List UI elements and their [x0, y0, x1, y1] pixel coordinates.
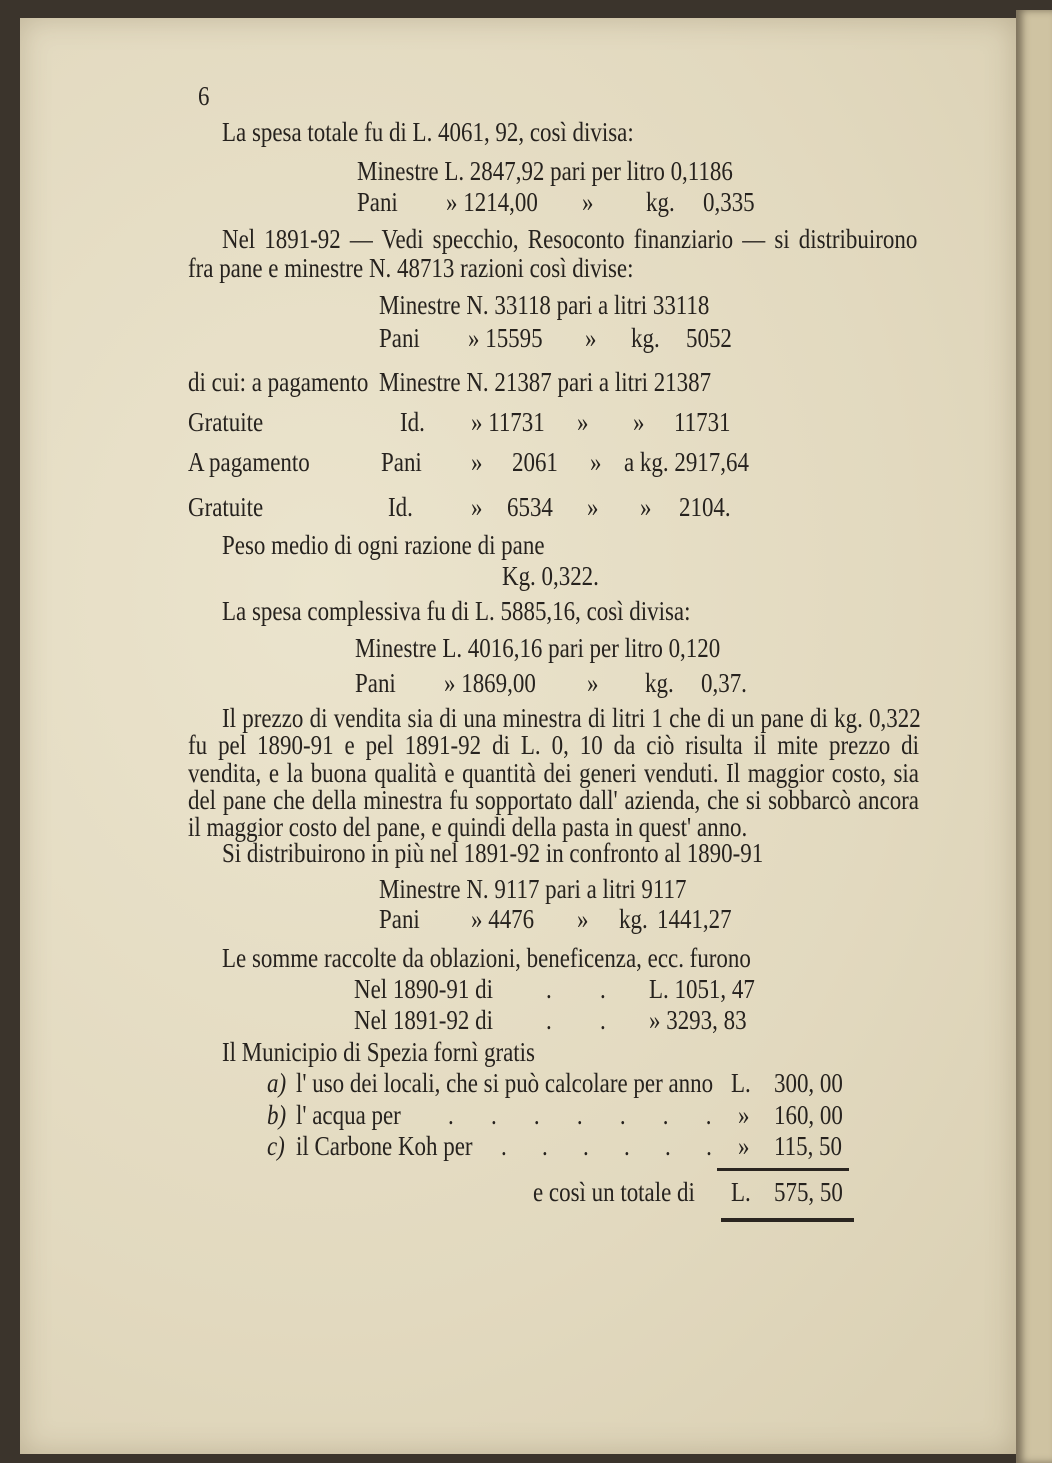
item-currency: » [738, 1100, 750, 1130]
row-cell: Id. [388, 492, 413, 522]
row-cell: » 11731 [471, 407, 545, 437]
leader-dot: . [600, 1005, 606, 1035]
pani-label: Pani [355, 668, 396, 698]
municipio-intro: Il Municipio di Spezia fornì gratis [222, 1037, 535, 1067]
row-cell: 6534 [507, 492, 553, 522]
unit-kg: kg. [645, 668, 674, 698]
pani-weight: 1441,27 [657, 904, 732, 934]
sum-rule [717, 1168, 849, 1171]
ditto-mark: » [587, 492, 599, 522]
ditto-mark: » [587, 668, 599, 698]
total-currency: L. [731, 1177, 751, 1207]
row-label: Gratuite [188, 407, 264, 437]
leader-dot: . [546, 974, 552, 1004]
total-label: e così un totale di [533, 1177, 695, 1207]
paragraph-1891-line: fra pane e minestre N. 48713 razioni così divise: [188, 253, 634, 283]
minestre-row: Minestre L. 2847,92 pari per litro 0,1186 [357, 156, 733, 186]
row-value: Minestre N. 21387 pari a litri 21387 [379, 367, 712, 397]
ditto-mark: » [471, 492, 483, 522]
pani-price: 0,37. [701, 668, 747, 698]
item-letter: a) [267, 1068, 287, 1098]
row-label: A pagamento [188, 447, 310, 477]
paragraph-line: del pane che della minestra fu sopportato dall' azienda, che si sobbarcò ancora [188, 785, 919, 815]
total-double-rule [721, 1218, 854, 1222]
ditto-mark: » [640, 492, 652, 522]
pani-label: Pani [357, 187, 398, 217]
total-amount: 575, 50 [774, 1177, 843, 1207]
item-letter: c) [267, 1131, 285, 1161]
row-cell: a kg. 2917,64 [624, 447, 749, 477]
paragraph-total-expense: La spesa complessiva fu di L. 5885,16, così divisa: [222, 596, 691, 626]
ditto-mark: » [577, 904, 589, 934]
row-cell: 2061 [512, 447, 558, 477]
ditto-mark: » [471, 447, 483, 477]
ditto-mark: » [577, 407, 589, 437]
leader-dot: . [546, 1005, 552, 1035]
ditto-mark: » [633, 407, 645, 437]
item-currency: L. [731, 1068, 751, 1098]
donations-intro: Le somme raccolte da oblazioni, beneficenza, ecc. furono [222, 943, 751, 973]
item-text: il Carbone Koh per [296, 1131, 473, 1161]
ditto-mark: » [582, 187, 594, 217]
unit-kg: kg. [619, 904, 648, 934]
pani-label: Pani [379, 323, 420, 353]
row-label: Gratuite [188, 492, 264, 522]
donation-year: Nel 1891-92 di [354, 1005, 493, 1035]
item-amount: 300, 00 [774, 1068, 843, 1098]
ditto-mark: » [590, 447, 602, 477]
paragraph-line: il maggior costo del pane, e quindi della pasta in quest' anno. [188, 812, 748, 842]
donation-amount: » 3293, 83 [649, 1005, 747, 1035]
minestre-row: Minestre L. 4016,16 pari per litro 0,120 [355, 633, 721, 663]
item-text: l' acqua per [296, 1100, 401, 1130]
pani-count: » 4476 [471, 904, 535, 934]
row-cell: 2104. [679, 492, 731, 522]
pani-amount: » 1869,00 [444, 668, 536, 698]
paragraph-1891-line: Nel 1891-92 — Vedi specchio, Resoconto finanziario — si distribuirono [222, 224, 918, 254]
average-weight-label: Peso medio di ogni razione di pane [222, 530, 545, 560]
row-label: di cui: a pagamento [188, 367, 369, 397]
item-text: l' uso dei locali, che si può calcolare per anno [296, 1068, 714, 1098]
leader-dots: . . . . . . [501, 1131, 712, 1161]
pani-price: 0,335 [703, 187, 755, 217]
unit-kg: kg. [631, 323, 660, 353]
paragraph-line: Il prezzo di vendita sia di una minestra di litri 1 che di un pane di kg. 0,322 [222, 703, 921, 733]
item-amount: 160, 00 [774, 1100, 843, 1130]
donation-amount: L. 1051, 47 [649, 974, 755, 1004]
paragraph-line: vendita, e la buona qualità e quantità dei generi venduti. Il maggior costo, sia [188, 758, 919, 788]
unit-kg: kg. [646, 187, 675, 217]
pani-label: Pani [379, 904, 420, 934]
paragraph-total-expense: La spesa totale fu di L. 4061, 92, così divisa: [222, 117, 634, 147]
paragraph-line: Si distribuirono in più nel 1891-92 in confronto al 1890-91 [222, 838, 764, 868]
leader-dot: . [600, 974, 606, 1004]
leader-dots: . . . . . . . [448, 1100, 712, 1130]
minestre-row: Minestre N. 9117 pari a litri 9117 [379, 874, 687, 904]
average-weight-value: Kg. 0,322. [502, 561, 599, 591]
pani-count: » 15595 [468, 323, 543, 353]
pani-weight: 5052 [686, 323, 732, 353]
item-letter: b) [267, 1100, 287, 1130]
adjacent-page-edge [1016, 10, 1052, 1463]
item-currency: » [738, 1131, 750, 1161]
row-cell: Id. [400, 407, 425, 437]
row-cell: Pani [381, 447, 422, 477]
pani-amount: » 1214,00 [446, 187, 538, 217]
item-amount: 115, 50 [774, 1131, 842, 1161]
row-cell: 11731 [674, 407, 731, 437]
donation-year: Nel 1890-91 di [354, 974, 493, 1004]
paragraph-line: fu pel 1890-91 e pel 1891-92 di L. 0, 10 da ciò risulta il mite prezzo di [188, 730, 919, 760]
ditto-mark: » [585, 323, 597, 353]
minestre-row: Minestre N. 33118 pari a litri 33118 [379, 290, 710, 320]
page-number: 6 [198, 81, 210, 111]
